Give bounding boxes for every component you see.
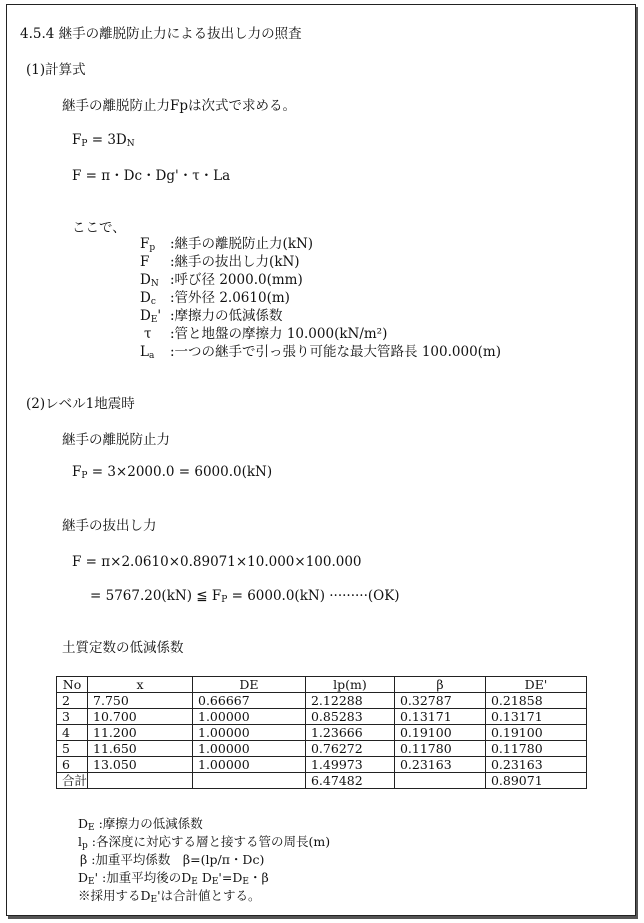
definition-symbol: $L_a$: [140, 344, 155, 361]
table-cell: 1.00000: [193, 709, 306, 725]
table-cell: 0.85283: [305, 709, 394, 725]
table-cell: 1.00000: [193, 725, 306, 741]
equation-check: = 5767.20(kN) ≦ $F_P = 6000.0(kN) \cdot\cdot\cdot\cdot\cdot\cdot\cdot\cdot\cdot(OK)$: [90, 588, 400, 605]
header-de: DE: [193, 677, 306, 693]
table-header-row: [57, 677, 587, 693]
definition-symbol: $D_E'$: [140, 308, 162, 325]
definition-symbol: $D_c$: [140, 290, 156, 307]
note-de: $D_E$ :摩擦力の低減係数: [78, 816, 203, 833]
table-cell: 0.23163: [485, 757, 586, 773]
header-x: x: [88, 677, 193, 693]
definition-description: :摩擦力の低減係数: [170, 308, 283, 324]
table-title: 土質定数の低減係数: [62, 640, 184, 656]
header-de-prime: DE': [485, 677, 586, 693]
definition-item: [140, 272, 303, 292]
table-cell: [88, 773, 193, 789]
table-cell: 1.00000: [193, 757, 306, 773]
table-row: [57, 693, 587, 709]
definition-description: :管と地盤の摩擦力 10.000(kN/m²): [170, 326, 388, 342]
table-row: [57, 757, 587, 773]
definition-item: [140, 326, 387, 342]
table-cell: 11.650: [88, 741, 193, 757]
equation-fp: $F_P = 3D_N$: [72, 132, 135, 149]
table-cell: 5: [57, 741, 88, 757]
definition-item: [140, 254, 300, 270]
table-cell: 2: [57, 693, 88, 709]
table-cell: 0.66667: [193, 693, 306, 709]
table-cell: 合計: [57, 773, 88, 789]
table-cell: 4: [57, 725, 88, 741]
table-cell: 2.12288: [305, 693, 394, 709]
table-cell: 6.47482: [305, 773, 394, 789]
note-adopt: ※採用する$D_E'$は合計値とする。: [78, 888, 261, 905]
table-cell: 6: [57, 757, 88, 773]
table-cell: 0.11780: [485, 741, 586, 757]
header-no: No: [57, 677, 88, 693]
definition-description: :一つの継手で引っ張り可能な最大管路長 100.000(m): [170, 344, 501, 360]
table-cell: 1.00000: [193, 741, 306, 757]
definition-symbol: F: [140, 254, 150, 270]
table-cell: 7.750: [88, 693, 193, 709]
definition-item: [140, 308, 283, 328]
definition-symbol: τ: [144, 326, 152, 342]
section2-title: (2)レベル1地震時: [26, 396, 135, 412]
table-cell: 0.76272: [305, 741, 394, 757]
definition-description: :継手の離脱防止力(kN): [170, 236, 314, 252]
section1-title: (1)計算式: [26, 62, 86, 78]
table-cell: 1.49973: [305, 757, 394, 773]
equation-f: F = π・Dc・Dg'・τ・La: [72, 168, 231, 184]
koko-label: ここで、: [72, 220, 126, 236]
definition-description: :継手の抜出し力(kN): [170, 254, 300, 270]
table-cell: 10.700: [88, 709, 193, 725]
equation-fp-value: $F_P = 3\times 2000.0 = 6000.0(kN)$: [72, 464, 273, 481]
section-heading: 4.5.4 継手の離脱防止力による抜出し力の照査: [20, 26, 302, 42]
table-cell: 0.32787: [394, 693, 485, 709]
table-cell: 0.89071: [485, 773, 586, 789]
table-cell: [193, 773, 306, 789]
definition-description: :管外径 2.0610(m): [170, 290, 290, 306]
note-lp: $l_p$ :各深度に対応する層と接する管の周長(m): [78, 834, 331, 851]
table-cell: 13.050: [88, 757, 193, 773]
table-row: [57, 741, 587, 757]
table-cell: 0.21858: [485, 693, 586, 709]
note-de-prime: $D_E'$ :加重平均後の$D_E$ $D_E'=D_E$・β: [78, 870, 269, 887]
table-cell: 0.19100: [485, 725, 586, 741]
equation-f-value: F = π×2.0610×0.89071×10.000×100.000: [72, 554, 362, 570]
table-cell: 0.23163: [394, 757, 485, 773]
definition-description: :呼び径 2000.0(mm): [170, 272, 303, 288]
header-beta: β: [394, 677, 485, 693]
table-cell: 11.200: [88, 725, 193, 741]
header-lp: lp(m): [305, 677, 394, 693]
note-beta: β :加重平均係数 β=(lp/π・Dc): [80, 852, 265, 867]
table-cell: 0.11780: [394, 741, 485, 757]
definition-symbol: $D_N$: [140, 272, 159, 289]
definition-item: [140, 344, 501, 364]
table-row: [57, 773, 587, 789]
definition-item: [140, 290, 290, 310]
table-cell: 0.13171: [485, 709, 586, 725]
reduction-coefficient-table: [56, 676, 587, 789]
table-cell: 0.19100: [394, 725, 485, 741]
table-cell: 3: [57, 709, 88, 725]
definition-item: [140, 236, 313, 256]
table-row: [57, 709, 587, 725]
definition-symbol: $F_p$: [140, 236, 156, 253]
table-cell: 0.13171: [394, 709, 485, 725]
table-cell: [394, 773, 485, 789]
subtitle-pullout-force: 継手の抜出し力: [62, 518, 157, 534]
section1-intro: 継手の離脱防止力Fpは次式で求める。: [62, 98, 297, 114]
table-cell: 1.23666: [305, 725, 394, 741]
subtitle-release-prevention: 継手の離脱防止力: [62, 432, 170, 448]
table-row: [57, 725, 587, 741]
